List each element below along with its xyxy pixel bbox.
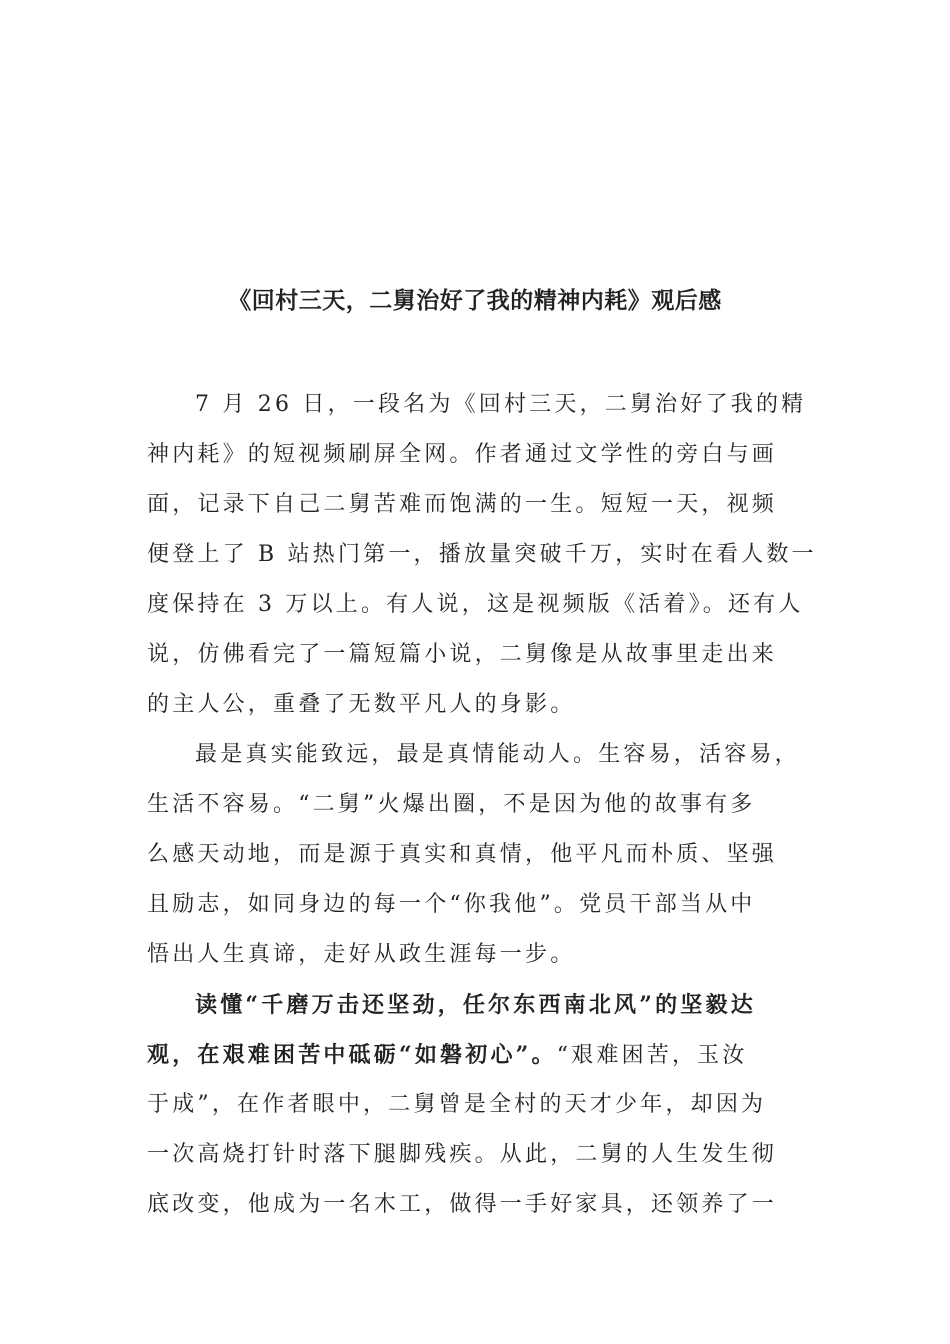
paragraph-2-line-5: 悟出人生真谛，走好从政生涯每一步。 bbox=[147, 942, 576, 967]
paragraph-1-line-7: 的主人公，重叠了无数平凡人的身影。 bbox=[147, 692, 576, 717]
paragraph-3-heading-line-2: 观，在艰难困苦中砥砺“如磐初心”。 bbox=[147, 1042, 557, 1068]
paragraph-3-heading-line-1: 读懂“千磨万击还坚劲，任尔东西南北风”的坚毅达 bbox=[195, 992, 756, 1018]
paragraph-1-line-6: 说，仿佛看完了一篇短篇小说，二舅像是从故事里走出来 bbox=[147, 642, 778, 667]
paragraph-3-line-2 bbox=[147, 1030, 809, 1080]
paragraph-1-line-2: 神内耗》的短视频刷屏全网。作者通过文学性的旁白与画 bbox=[147, 442, 778, 467]
paragraph-1-line-3: 面，记录下自己二舅苦难而饱满的一生。短短一天，视频 bbox=[147, 492, 778, 517]
paragraph-3-line-5: 底改变，他成为一名木工，做得一手好家具，还领养了一 bbox=[147, 1192, 778, 1217]
paragraph-2-line-3: 么感天动地，而是源于真实和真情，他平凡而朴质、坚强 bbox=[147, 842, 778, 867]
paragraph-1-line-4: 便登上了 B 站热门第一，播放量突破千万，实时在看人数一 bbox=[147, 542, 817, 567]
paragraph-3-line-4: 一次高烧打针时落下腿脚残疾。从此，二舅的人生发生彻 bbox=[147, 1142, 778, 1167]
paragraph-2-line-2: 生活不容易。“二舅”火爆出圈，不是因为他的故事有多 bbox=[147, 792, 756, 817]
document-body bbox=[147, 380, 817, 1230]
paragraph-1-line-5: 度保持在 3 万以上。有人说，这是视频版《活着》。还有人 bbox=[147, 592, 804, 617]
document-title: 《回村三天，二舅治好了我的精神内耗》观后感 bbox=[228, 287, 722, 314]
paragraph-3-line-2-rest: “艰难困苦，玉汝 bbox=[556, 1043, 748, 1068]
paragraph-1-line-1: 7 月 26 日，一段名为《回村三天，二舅治好了我的精 bbox=[195, 392, 807, 417]
paragraph-2-line-1: 最是真实能致远，最是真情能动人。生容易，活容易， bbox=[195, 742, 800, 767]
paragraph-3-line-3: 于成”，在作者眼中，二舅曾是全村的天才少年，却因为 bbox=[147, 1092, 767, 1117]
paragraph-2-line-4: 且励志，如同身边的每一个“你我他”。党员干部当从中 bbox=[147, 892, 756, 917]
